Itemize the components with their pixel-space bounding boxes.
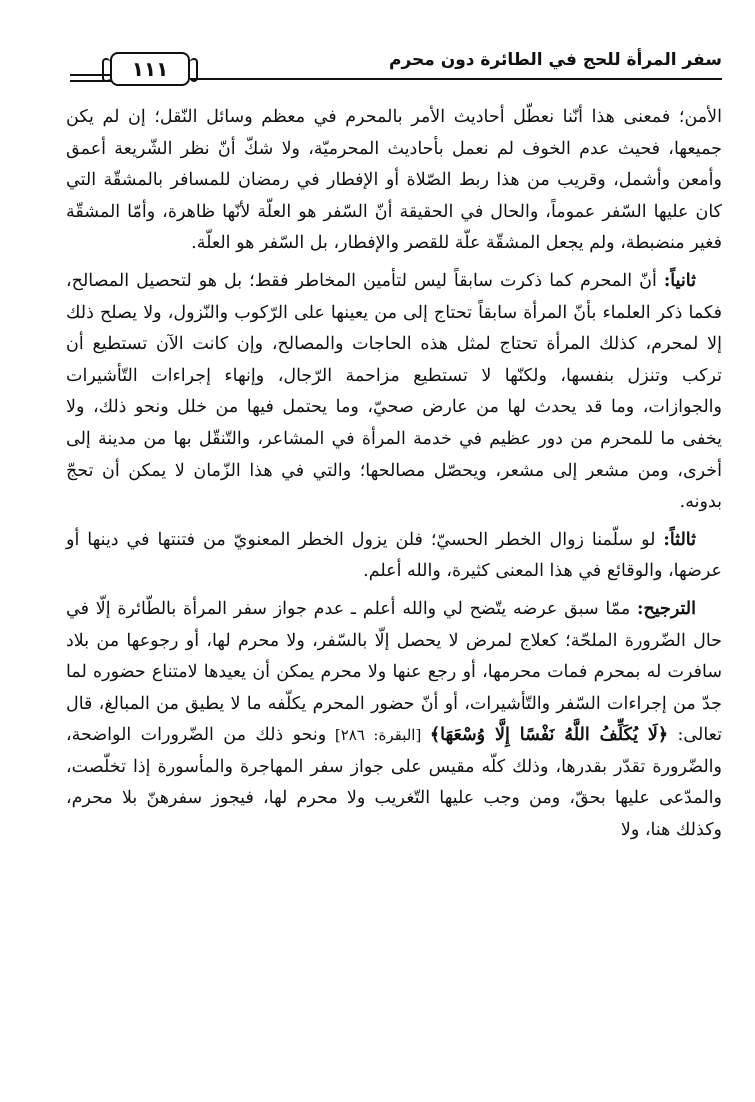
header-rule — [190, 78, 722, 80]
paragraph-lead: ثانياً: — [663, 270, 696, 291]
running-title: سفر المرأة للحج في الطائرة دون محرم — [388, 50, 722, 70]
paragraph-text: ممّا سبق عرضه يتّضح لي والله أعلم ـ عدم جواز سفر المرأة بالطّائرة إلّا في حال الضّرورة الملحّة؛ كعلاج لمرض لا يحصل إلّا بالسّفر، ولا محرم لها، أو رجوعها من بلاد سافرت له بمحرم فمات محرمها، أو رجع عنها ولا محرم يمكن أن يعيدها لامتناع حضوره لما جدّ من إجراءات السّفر والتّأشيرات، أو أنّ حضور المحرم يكلّفه ما لا يطيق من المبالغ، قال تعالى: — [66, 598, 722, 746]
verse-reference: [البقرة: ٢٨٦] — [326, 726, 430, 745]
paragraph-3 — [66, 525, 722, 588]
paragraph-lead: ثالثاً: — [663, 529, 696, 550]
paragraph-text: الأمن؛ فمعنى هذا أنّنا نعطّل أحاديث الأمر بالمحرم في معظم وسائل النّقل؛ إن لم يكن جميعها، فحيث عدم الخوف لم نعمل بأحاديث المحرميّة، ولا شكّ أنّ نظر الشّريعة أعمق وأمعن وأشمل، وقريب من هذا ربط الصّلاة أو الإفطار في رمضان للمسافر بالمشقّة التي كان عليها السّفر عموماً، والحال في الحقيقة أنّ السّفر هو العلّة لأنّها ظاهرة، وأمّا المشقّة فغير منضبطة، ولم يجعل المشقّة علّة للقصر والإفطار، بل السّفر هو العلّة. — [66, 107, 723, 254]
quran-verse: ﴿لَا يُكَلِّفُ اللَّهُ نَفْسًا إِلَّا وُسْعَهَا﴾ — [429, 725, 669, 746]
paragraph-text: ونحو ذلك من الضّرورات الواضحة، والضّرورة تقدّر بقدرها، وذلك كلّه مقيس على جواز سفر المهاجرة والمأسورة إذا تخلّصت، والمدّعى عليها بحقّ، ومن وجب عليها التّغريب ولا محرم لها، فيجوز سفرهنّ بلا محرم، وكذلك هنا، ولا — [66, 725, 722, 841]
paragraph-text: لو سلّمنا زوال الخطر الحسيّ؛ فلن يزول الخطر المعنويّ من فتنتها في دينها أو عرضها، والوقائع في هذا المعنى كثيرة، والله أعلم. — [66, 529, 722, 582]
paragraph-lead: الترجيح: — [637, 598, 696, 619]
paragraph-2 — [66, 266, 722, 519]
page-number: ١١١ — [110, 52, 190, 86]
paragraph-1 — [66, 102, 722, 260]
running-header — [70, 44, 722, 90]
paragraph-4 — [66, 594, 722, 847]
page-body — [66, 102, 722, 853]
paragraph-text: أنّ المحرم كما ذكرت سابقاً ليس لتأمين المخاطر فقط؛ بل هو لتحصيل المصالح، فكما ذكر العلماء بأنّ المرأة سابقاً تحتاج إلى من يعينها على الرّكوب والنّزول، ولا يصلح ذلك إلا لمحرم، كذلك المرأة تحتاج لمثل هذه الحاجات والمصالح، وإن كانت الآن تستطيع أن تركب وتنزل بنفسها، ولكنّها لا تستطيع مزاحمة الرّجال، وإنهاء إجراءات التّأشيرات والجوازات، وما قد يحدث لها من عارض صحيّ، وما يحتمل فيها من خلل ونحو ذلك، ولا يخفى ما للمحرم من دور عظيم في خدمة المرأة في المشاعر، والتّنقّل بها من مدينة إلى أخرى، ومن مشعر إلى مشعر، ويحصّل مصالحها؛ والتي في هذا الزّمان لا يمكن أن تحجّ بدونه. — [66, 270, 722, 513]
